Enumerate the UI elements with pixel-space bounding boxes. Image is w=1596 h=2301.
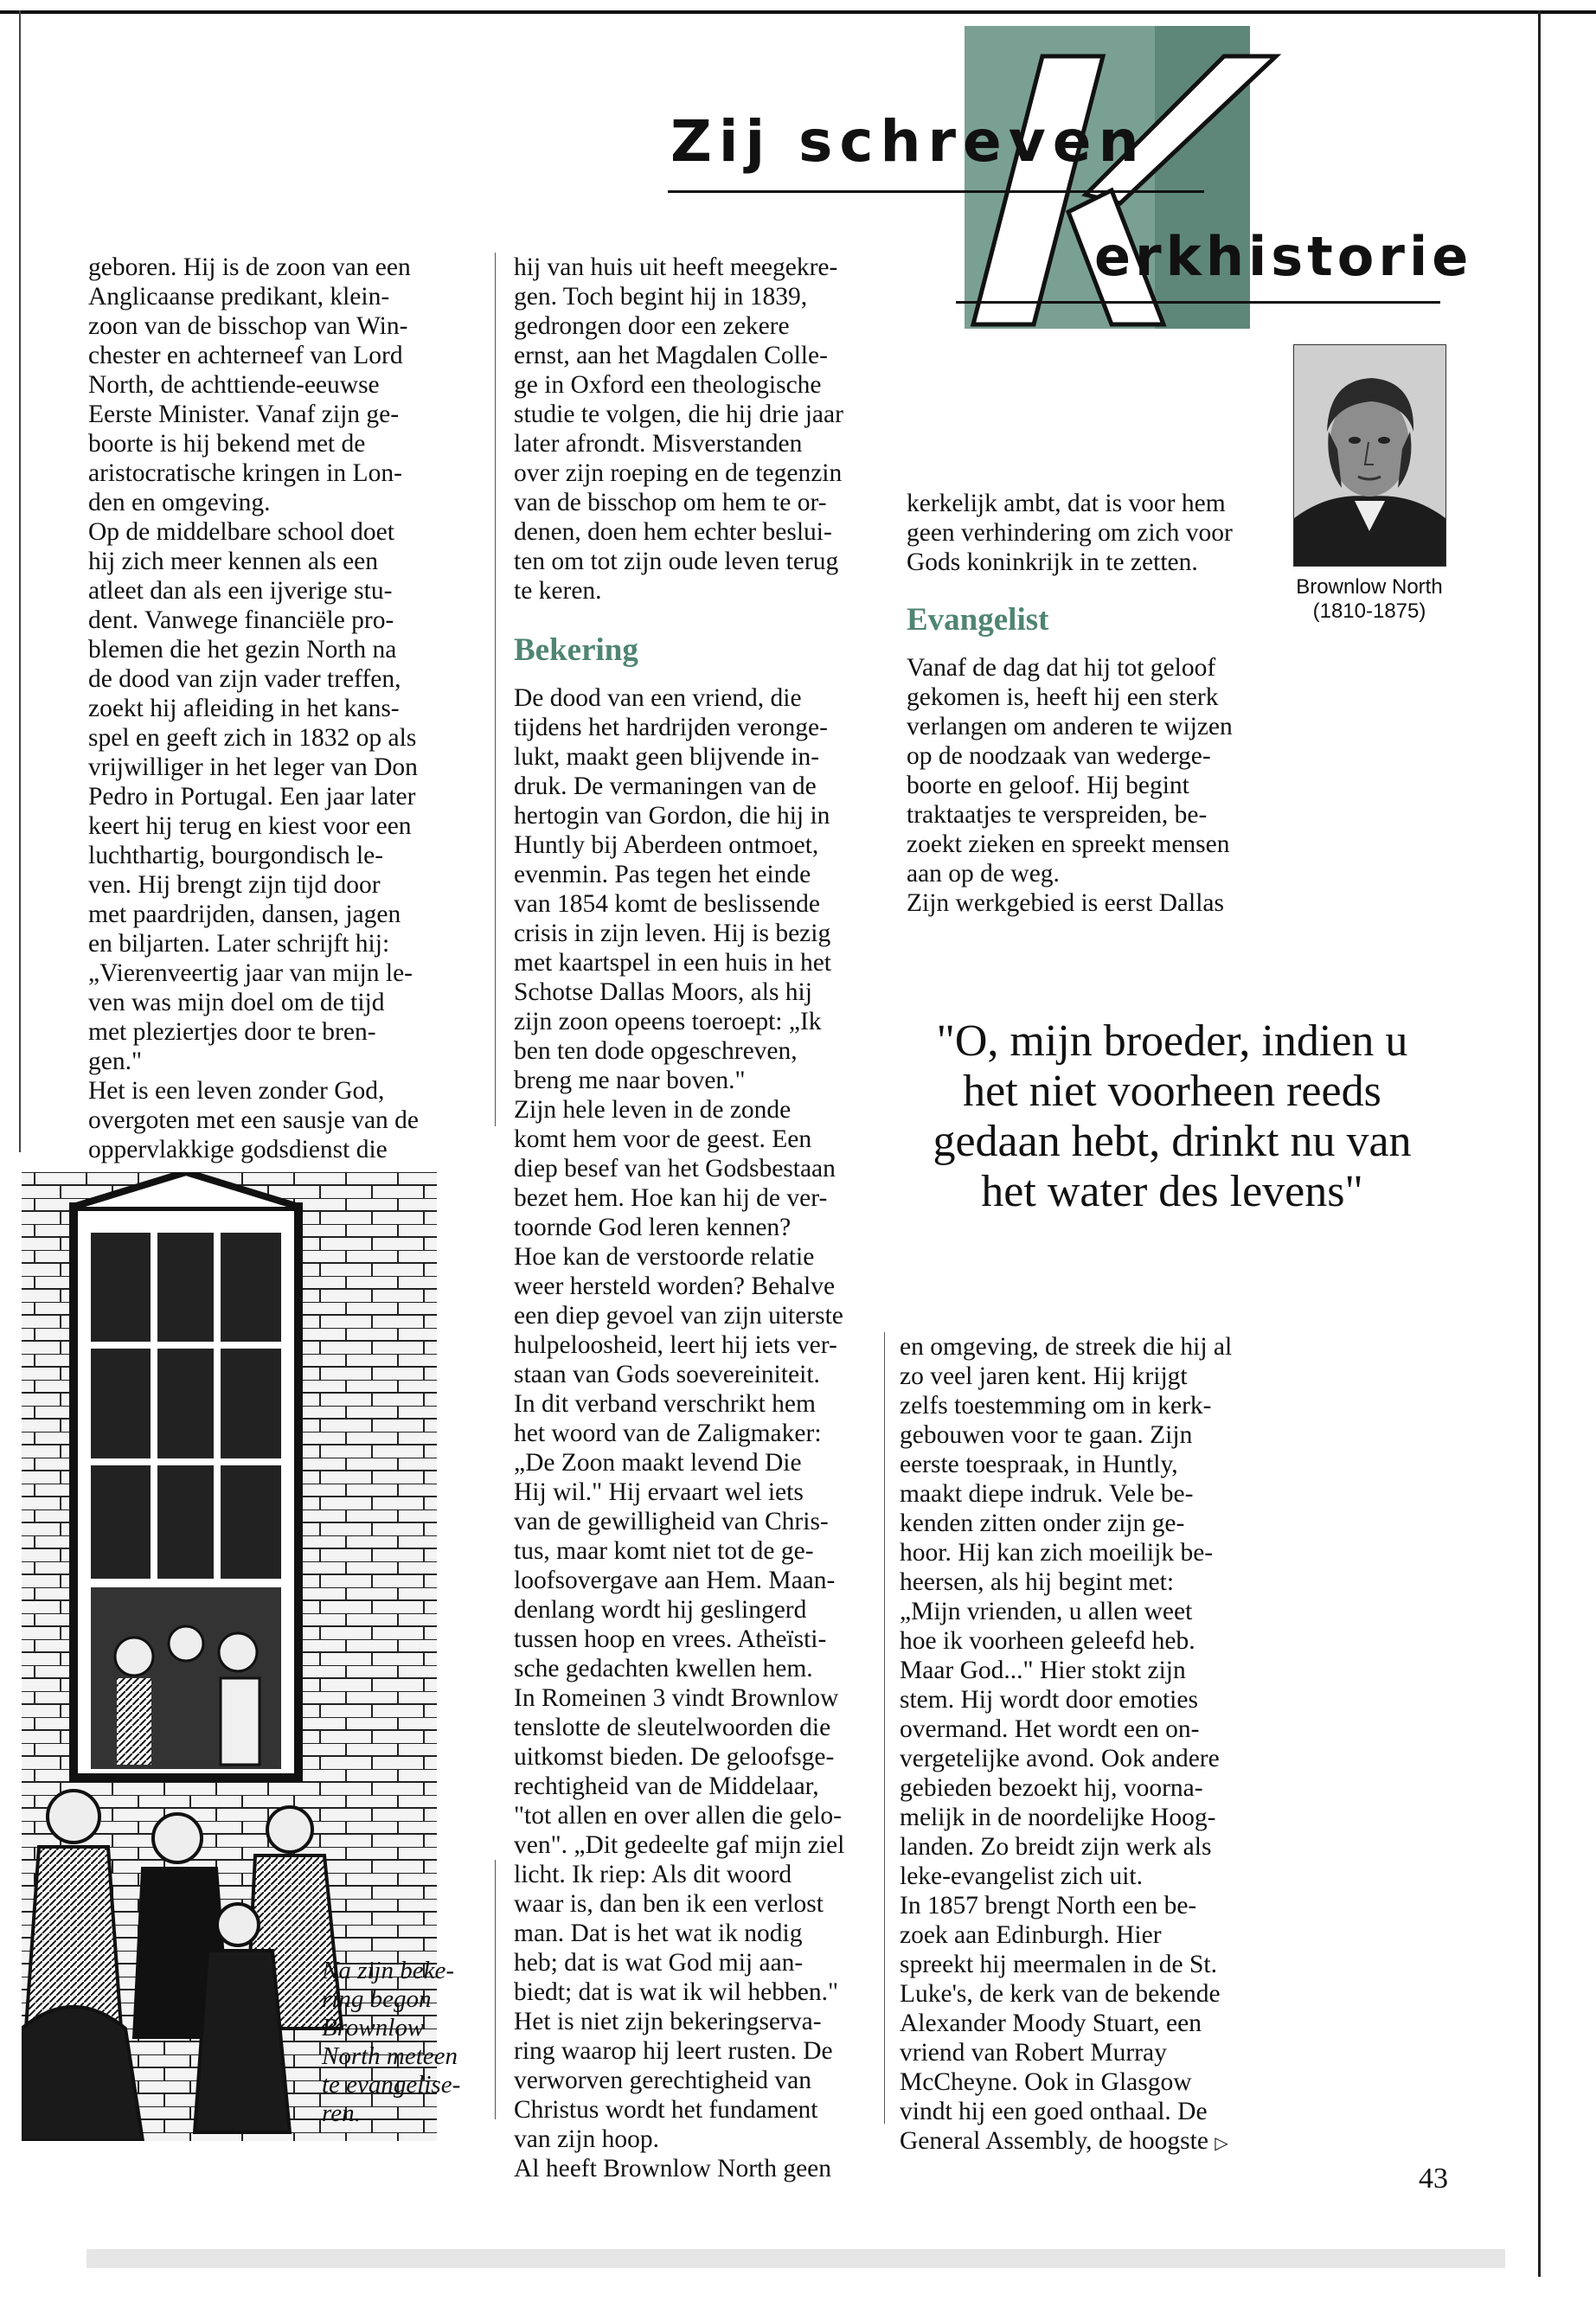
text-line: maakt diepe indruk. Vele be- xyxy=(900,1480,1194,1508)
column-divider xyxy=(495,253,496,1126)
text-line: melijk in de noordelijke Hoog- xyxy=(900,1804,1216,1831)
text-line: Huntly bij Aberdeen ontmoet, xyxy=(514,831,819,859)
text-line: toornde God leren kennen? xyxy=(514,1214,792,1241)
article-column-2 xyxy=(514,253,877,606)
text-line: boorte en geloof. Hij begint xyxy=(907,772,1189,799)
pull-quote xyxy=(891,1016,1453,1217)
text-line: „Vierenveertig jaar van mijn le- xyxy=(88,959,413,987)
text-line: Vanaf de dag dat hij tot geloof xyxy=(907,654,1216,682)
initial-k-graphic xyxy=(939,39,1302,350)
text-line: verworven gerechtigheid van xyxy=(514,2067,812,2094)
page-number: 43 xyxy=(1419,2163,1448,2195)
text-line: Pedro in Portugal. Een jaar later xyxy=(88,783,416,811)
text-line: vindt hij een goed onthaal. De xyxy=(900,2098,1208,2125)
text-line: ven. Hij brengt zijn tijd door xyxy=(88,871,381,899)
text-line: aristocratische kringen in Lon- xyxy=(88,459,402,487)
text-line: overmand. Het wordt een on- xyxy=(900,1715,1200,1743)
subheading-evangelist: Evangelist xyxy=(907,602,1049,638)
text-line: gedrongen door een zekere xyxy=(514,312,790,340)
text-line: stem. Hij wordt door emoties xyxy=(900,1686,1198,1714)
text-line: ge in Oxford een theologische xyxy=(514,371,822,399)
portrait-photo xyxy=(1293,344,1446,567)
text-line: van 1854 komt de beslissende xyxy=(514,890,820,918)
caption-line: ren. xyxy=(322,2099,361,2127)
text-line: man. Dat is het wat ik nodig xyxy=(514,1920,803,1947)
text-line: kerkelijk ambt, dat is voor hem xyxy=(907,490,1226,517)
text-line: over zijn roeping en de tegenzin xyxy=(514,459,843,487)
text-line: gebieden bezoekt hij, voorna- xyxy=(900,1774,1203,1802)
text-line: gekomen is, heeft hij een sterk xyxy=(907,683,1219,711)
initial-letter: K xyxy=(947,336,949,338)
text-line: tijdens het hardrijden veronge- xyxy=(514,714,828,741)
text-line: een diep gevoel van zijn uiterste xyxy=(514,1302,843,1330)
text-line: geen verhindering om zich voor xyxy=(907,519,1233,547)
quote-line: "O, mijn broeder, indien u xyxy=(936,1016,1408,1066)
text-line: hoor. Hij kan zich moeilijk be- xyxy=(900,1539,1214,1567)
text-line: gebouwen voor te gaan. Zijn xyxy=(900,1421,1193,1449)
text-line: heersen, als hij begint met: xyxy=(900,1568,1175,1596)
top-border xyxy=(0,10,1596,14)
caption-years: (1810-1875) xyxy=(1312,599,1426,623)
scan-edge xyxy=(87,2249,1505,2268)
text-line: Alexander Moody Stuart, een xyxy=(900,2009,1202,2037)
text-line: Al heeft Brownlow North geen xyxy=(514,2155,832,2182)
text-line: licht. Ik riep: Als dit woord xyxy=(514,1861,792,1888)
text-line: weer hersteld worden? Behalve xyxy=(514,1272,836,1300)
text-line: Het is niet zijn bekeringserva- xyxy=(514,2008,822,2035)
quote-line: gedaan hebt, drinkt nu van xyxy=(933,1117,1412,1166)
text-line: studie te volgen, die hij drie jaar xyxy=(514,401,843,428)
text-line: leke-evangelist zich uit. xyxy=(900,1862,1143,1890)
text-line: ven was mijn doel om de tijd xyxy=(88,989,385,1016)
text-line: tussen hoop en vrees. Atheïsti- xyxy=(514,1625,827,1653)
text-line-content: General Assembly, de hoogste xyxy=(900,2127,1208,2155)
text-line: De dood van een vriend, die xyxy=(514,684,802,712)
text-line: biedt; dat is wat ik wil hebben." xyxy=(514,1978,838,2006)
text-line: geboren. Hij is de zoon van een xyxy=(88,253,411,281)
text-line: bezet hem. Hoe kan hij de ver- xyxy=(514,1184,828,1212)
text-line: Luke's, de kerk van de bekende xyxy=(900,1980,1221,2008)
text-line: zoon van de bisschop van Win- xyxy=(88,312,408,340)
text-line: Hoe kan de verstoorde relatie xyxy=(514,1243,815,1271)
text-line: Eerste Minister. Vanaf zijn ge- xyxy=(88,401,400,428)
continue-arrow-icon: ▷ xyxy=(1215,2134,1228,2153)
text-line: vergetelijke avond. Ook andere xyxy=(900,1745,1220,1772)
text-line: hij van huis uit heeft meegekre- xyxy=(514,253,838,281)
left-border xyxy=(19,10,21,1152)
text-line: hij zich meer kennen als een xyxy=(88,548,379,575)
text-line: en omgeving, de streek die hij al xyxy=(900,1333,1233,1361)
text-line: hulpeloosheid, leert hij iets ver- xyxy=(514,1331,837,1359)
text-line: landen. Zo breidt zijn werk als xyxy=(900,1833,1212,1861)
text-line: boorte is hij bekend met de xyxy=(88,430,366,458)
portrait-caption xyxy=(1280,575,1458,624)
text-line: breng me naar boven." xyxy=(514,1067,746,1094)
text-line: verlangen om anderen te wijzen xyxy=(907,713,1233,740)
text-line: tenslotte de sleutelwoorden die xyxy=(514,1714,831,1741)
text-line: staan van Gods soevereiniteit. xyxy=(514,1361,820,1388)
text-line: lukt, maakt geen blijvende in- xyxy=(514,743,820,771)
text-line: overgoten met een sausje van de xyxy=(88,1106,420,1134)
text-line: Zijn hele leven in de zonde xyxy=(514,1096,792,1124)
caption-line: Brownlow xyxy=(322,2014,425,2041)
text-line: zo veel jaren kent. Hij krijgt xyxy=(900,1362,1188,1390)
text-line: ten om tot zijn oude leven terug xyxy=(514,548,839,575)
text-line: met paardrijden, dansen, jagen xyxy=(88,901,401,928)
text-line: en biljarten. Later schrijft hij: xyxy=(88,930,390,958)
text-line: vriend van Robert Murray xyxy=(900,2039,1167,2067)
article-column-4 xyxy=(900,1332,1272,2158)
text-line: ring waarop hij leert rusten. De xyxy=(514,2037,833,2065)
text-line: zelfs toestemming om in kerk- xyxy=(900,1392,1212,1420)
text-line: komt hem voor de geest. Een xyxy=(514,1125,812,1153)
caption-name: Brownlow North xyxy=(1296,575,1443,599)
text-line: van de gewilligheid van Chris- xyxy=(514,1508,829,1535)
header-title-line1: Zij schreven xyxy=(670,108,1146,175)
caption-line: te evangelise- xyxy=(322,2071,461,2099)
text-line: loofsovergave aan Hem. Maan- xyxy=(514,1567,836,1594)
text-line: blemen die het gezin North na xyxy=(88,636,397,663)
text-line: In Romeinen 3 vindt Brownlow xyxy=(514,1684,839,1712)
caption-line: ring begon xyxy=(322,1985,432,2013)
text-line: McCheyne. Ook in Glasgow xyxy=(900,2068,1192,2096)
text-line: ernst, aan het Magdalen Colle- xyxy=(514,342,828,369)
text-line: diep besef van het Godsbestaan xyxy=(514,1155,836,1183)
text-line: Schotse Dallas Moors, als hij xyxy=(514,978,812,1006)
text-line: crisis in zijn leven. Hij is bezig xyxy=(514,920,831,947)
text-line: denen, doen hem echter beslui- xyxy=(514,518,832,546)
text-line: van zijn hoop. xyxy=(514,2125,659,2153)
text-line: zoek aan Edinburgh. Hier xyxy=(900,1921,1162,1949)
text-line: In dit verband verschrikt hem xyxy=(514,1390,816,1418)
text-line: luchthartig, bourgondisch le- xyxy=(88,842,384,869)
text-line: zijn zoon opeens toeroept: „Ik xyxy=(514,1008,822,1035)
text-line: sche gedachten kwellen hem. xyxy=(514,1655,813,1682)
text-line: druk. De vermaningen van de xyxy=(514,772,817,800)
text-line: uitkomst bieden. De geloofsge- xyxy=(514,1743,835,1771)
header-title-line2: erkhistorie xyxy=(1094,225,1473,288)
text-line: dent. Vanwege financiële pro- xyxy=(88,606,394,634)
text-line: heb; dat is wat God mij aan- xyxy=(514,1949,804,1977)
text-line: In 1857 brengt North een be- xyxy=(900,1892,1197,1920)
text-line: traktaatjes te verspreiden, be- xyxy=(907,801,1208,829)
illustration-caption xyxy=(322,1957,460,2128)
text-line: denlang wordt hij geslingerd xyxy=(514,1596,807,1624)
column-divider xyxy=(495,1860,496,2119)
text-line: van de bisschop om hem te or- xyxy=(514,489,827,516)
text-line: Het is een leven zonder God, xyxy=(88,1077,385,1105)
text-line: spel en geeft zich in 1832 op als xyxy=(88,724,417,752)
text-line: vrijwilliger in het leger van Don xyxy=(88,753,418,781)
text-line: eerste toespraak, in Huntly, xyxy=(900,1451,1178,1478)
column-divider xyxy=(884,1332,885,2124)
quote-line: het niet voorheen reeds xyxy=(963,1067,1381,1116)
article-column-3-body xyxy=(907,653,1279,918)
text-line: gen. Toch begint hij in 1839, xyxy=(514,283,808,311)
text-line: gen." xyxy=(88,1048,143,1075)
text-line xyxy=(900,2126,1272,2158)
text-line: spreekt hij meermalen in de St. xyxy=(900,1951,1218,1978)
article-column-1 xyxy=(88,253,460,1164)
article-column-3 xyxy=(907,489,1279,577)
text-line: evenmin. Pas tegen het einde xyxy=(514,861,811,888)
text-line: later afrondt. Misverstanden xyxy=(514,430,803,458)
text-line: chester en achterneef van Lord xyxy=(88,342,403,369)
text-line: tus, maar komt niet tot de ge- xyxy=(514,1537,814,1565)
text-line: „Mijn vrienden, u allen weet xyxy=(900,1598,1193,1625)
text-line: het woord van de Zaligmaker: xyxy=(514,1420,822,1447)
text-line: oppervlakkige godsdienst die xyxy=(88,1136,388,1163)
caption-line: North meteen xyxy=(322,2042,458,2070)
right-border xyxy=(1538,10,1541,2277)
text-line: ven". „Dit gedeelte gaf mijn ziel xyxy=(514,1831,845,1859)
text-line: Christus wordt het fundament xyxy=(514,2096,818,2124)
text-line: „De Zoon maakt levend Die xyxy=(514,1449,802,1477)
text-line: zoekt hij afleiding in het kans- xyxy=(88,695,400,722)
text-line: kenden zitten onder zijn ge- xyxy=(900,1509,1185,1537)
text-line: North, de achttiende-eeuwse xyxy=(88,371,380,399)
text-line: Anglicaanse predikant, klein- xyxy=(88,283,390,311)
text-line: ben ten dode opgeschreven, xyxy=(514,1037,798,1065)
text-line: op de noodzaak van wederge- xyxy=(907,742,1211,770)
text-line: keert hij terug en kiest voor een xyxy=(88,812,412,840)
text-line: den en omgeving. xyxy=(88,489,271,516)
text-line: atleet dan als een ijverige stu- xyxy=(88,577,393,605)
text-line: "tot allen en over allen die gelo- xyxy=(514,1802,843,1830)
quote-line: het water des levens" xyxy=(981,1167,1363,1216)
text-line: de dood van zijn vader treffen, xyxy=(88,665,401,693)
text-line: hoe ik voorheen geleefd heb. xyxy=(900,1627,1195,1655)
text-line: Hij wil." Hij ervaart wel iets xyxy=(514,1478,804,1506)
text-line: hertogin van Gordon, die hij in xyxy=(514,802,830,830)
text-line: aan op de weg. xyxy=(907,860,1060,888)
text-line: Gods koninkrijk in te zetten. xyxy=(907,548,1198,576)
text-line: te keren. xyxy=(514,577,602,605)
caption-line: Na zijn beke- xyxy=(322,1957,455,1984)
article-column-2-body xyxy=(514,683,877,2183)
text-line: met pleziertjes door te bren- xyxy=(88,1018,376,1046)
text-line: rechtigheid van de Middelaar, xyxy=(514,1772,819,1800)
header-rule xyxy=(956,301,1440,304)
text-line: Maar God..." Hier stokt zijn xyxy=(900,1657,1186,1684)
text-line: zoekt zieken en spreekt mensen xyxy=(907,830,1230,858)
subheading-bekering: Bekering xyxy=(514,632,638,668)
header-rule xyxy=(668,190,1204,193)
text-line: waar is, dan ben ik een verlost xyxy=(514,1890,824,1918)
text-line: Zijn werkgebied is eerst Dallas xyxy=(907,889,1224,917)
text-line: met kaartspel in een huis in het xyxy=(514,949,832,977)
text-line: Op de middelbare school doet xyxy=(88,518,394,546)
